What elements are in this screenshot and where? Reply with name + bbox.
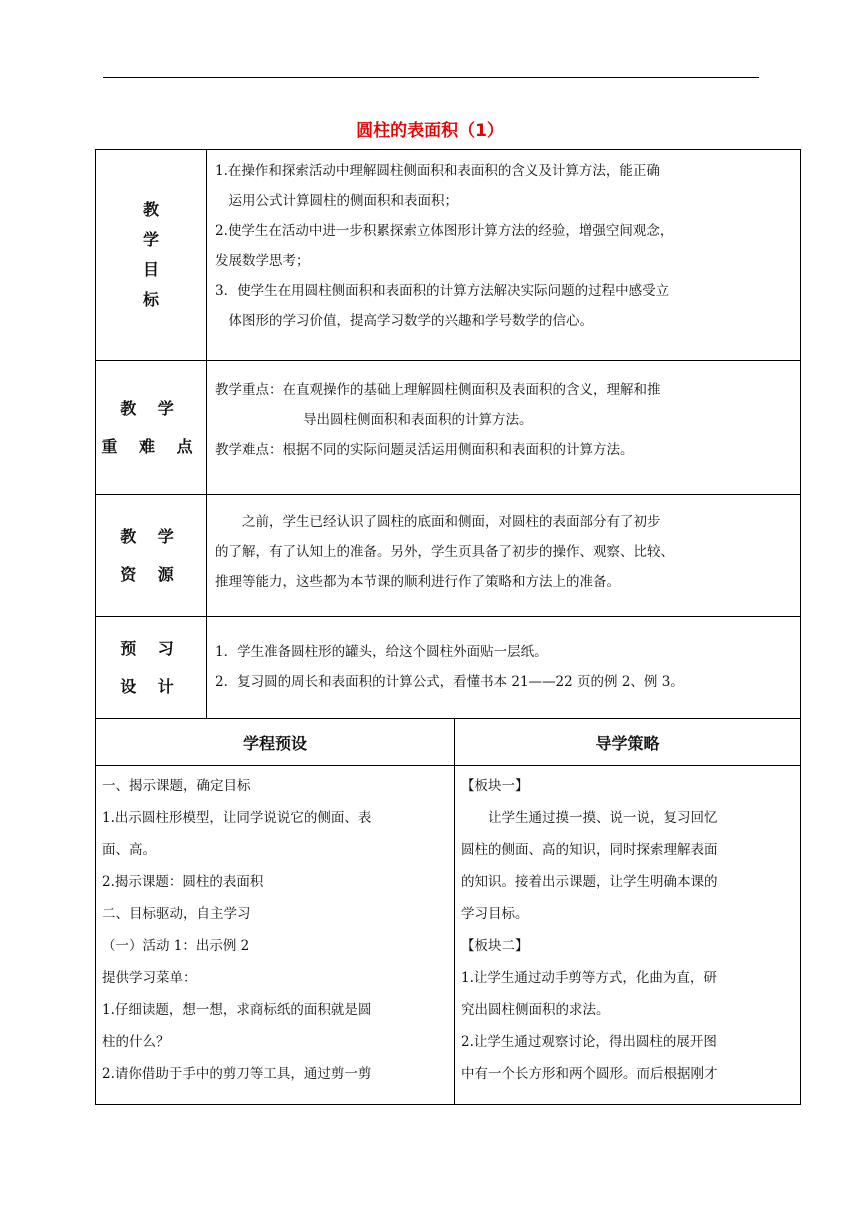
- strategy-line: 【板块二】: [461, 938, 529, 954]
- strategy-line: 的知识。接着出示课题，让学生明确本课的: [461, 874, 718, 890]
- goal-item: 3．使学生在用圆柱侧面积和表面积的计算方法解决实际问题的过程中感受立: [215, 283, 670, 299]
- resources-line: 的了解，有了认知上的准备。另外，学生页具备了初步的操作、观察、比较、: [215, 544, 674, 560]
- process-column: [96, 719, 455, 1104]
- process-body: [96, 766, 454, 1094]
- strategy-column: [455, 719, 800, 1104]
- strategy-line: 【板块一】: [461, 778, 529, 794]
- lesson-plan-table: [95, 149, 801, 1105]
- preview-content: [207, 617, 800, 718]
- goal-item: 1.在操作和探索活动中理解圆柱侧面积和表面积的含义及计算方法，能正确: [215, 163, 660, 179]
- teaching-difficulty: 教学难点：根据不同的实际问题灵活运用侧面积和表面积的计算方法。: [215, 442, 634, 458]
- strategy-line: 让学生通过摸一摸、说一说，复习回忆: [488, 810, 718, 826]
- resources-line: 之前，学生已经认识了圆柱的底面和侧面，对圆柱的表面部分有了初步: [242, 514, 661, 530]
- strategy-line: 中有一个长方形和两个圆形。而后根据刚才: [461, 1066, 718, 1082]
- goal-item-cont: 发展数学思考；: [215, 253, 310, 269]
- key-points-content: [207, 361, 800, 494]
- resources-line: 推理等能力，这些都为本节课的顺利进行作了策略和方法上的准备。: [215, 574, 620, 590]
- process-line: 1.仔细读题，想一想，求商标纸的面积就是圆: [102, 1002, 372, 1018]
- row-label-resources: 教 学 资 源: [96, 495, 207, 616]
- row-label-key-points: 教 学 重 难 点: [96, 361, 207, 494]
- resources-content: [207, 495, 800, 616]
- process-header: 学程预设: [96, 719, 454, 766]
- teaching-focus: 教学重点：在直观操作的基础上理解圆柱侧面积及表面积的含义，理解和推: [215, 382, 661, 398]
- process-line: 面、高。: [102, 842, 156, 858]
- process-line: 柱的什么？: [102, 1034, 170, 1050]
- strategy-header: 导学策略: [455, 719, 800, 766]
- row-resources: [96, 495, 800, 617]
- strategy-line: 学习目标。: [461, 906, 529, 922]
- process-line: 2.揭示课题：圆柱的表面积: [102, 874, 264, 890]
- process-line: 提供学习菜单：: [102, 970, 197, 986]
- strategy-line: 究出圆柱侧面积的求法。: [461, 1002, 610, 1018]
- row-preview: [96, 617, 800, 719]
- row-key-points: [96, 361, 800, 495]
- strategy-line: 2.让学生通过观察讨论，得出圆柱的展开图: [461, 1034, 717, 1050]
- goal-item-cont: 运用公式计算圆柱的侧面积和表面积；: [228, 193, 458, 209]
- row-teaching-goals: [96, 150, 800, 361]
- goals-content: [207, 150, 800, 360]
- process-line: 二、目标驱动，自主学习: [102, 906, 251, 922]
- process-line: （一）活动 1：出示例 2: [102, 938, 250, 954]
- preview-item: 2．复习圆的周长和表面积的计算公式，看懂书本 21——22 页的例 2、例 3。: [215, 674, 684, 690]
- teaching-focus-cont: 导出圆柱侧面积和表面积的计算方法。: [303, 412, 533, 428]
- row-label-preview: 预 习 设 计: [96, 617, 207, 718]
- process-line: 一、揭示课题，确定目标: [102, 778, 251, 794]
- strategy-line: 圆柱的侧面、高的知识，同时探索理解表面: [461, 842, 718, 858]
- row-process-strategy: [96, 719, 800, 1104]
- preview-item: 1．学生准备圆柱形的罐头，给这个圆柱外面贴一层纸。: [215, 644, 548, 660]
- process-line: 2.请你借助于手中的剪刀等工具，通过剪一剪: [102, 1066, 372, 1082]
- header-rule: [103, 77, 759, 78]
- page-title: 圆柱的表面积（1）: [356, 121, 504, 141]
- process-line: 1.出示圆柱形模型，让同学说说它的侧面、表: [102, 810, 372, 826]
- goal-item-cont: 体图形的学习价值，提高学习数学的兴趣和学号数学的信心。: [228, 313, 593, 329]
- row-label-goals: 教 学 目 标: [96, 150, 207, 360]
- goal-item: 2.使学生在活动中进一步积累探索立体图形计算方法的经验，增强空间观念，: [215, 223, 674, 239]
- strategy-line: 1.让学生通过动手剪等方式，化曲为直，研: [461, 970, 717, 986]
- strategy-body: [455, 766, 800, 1094]
